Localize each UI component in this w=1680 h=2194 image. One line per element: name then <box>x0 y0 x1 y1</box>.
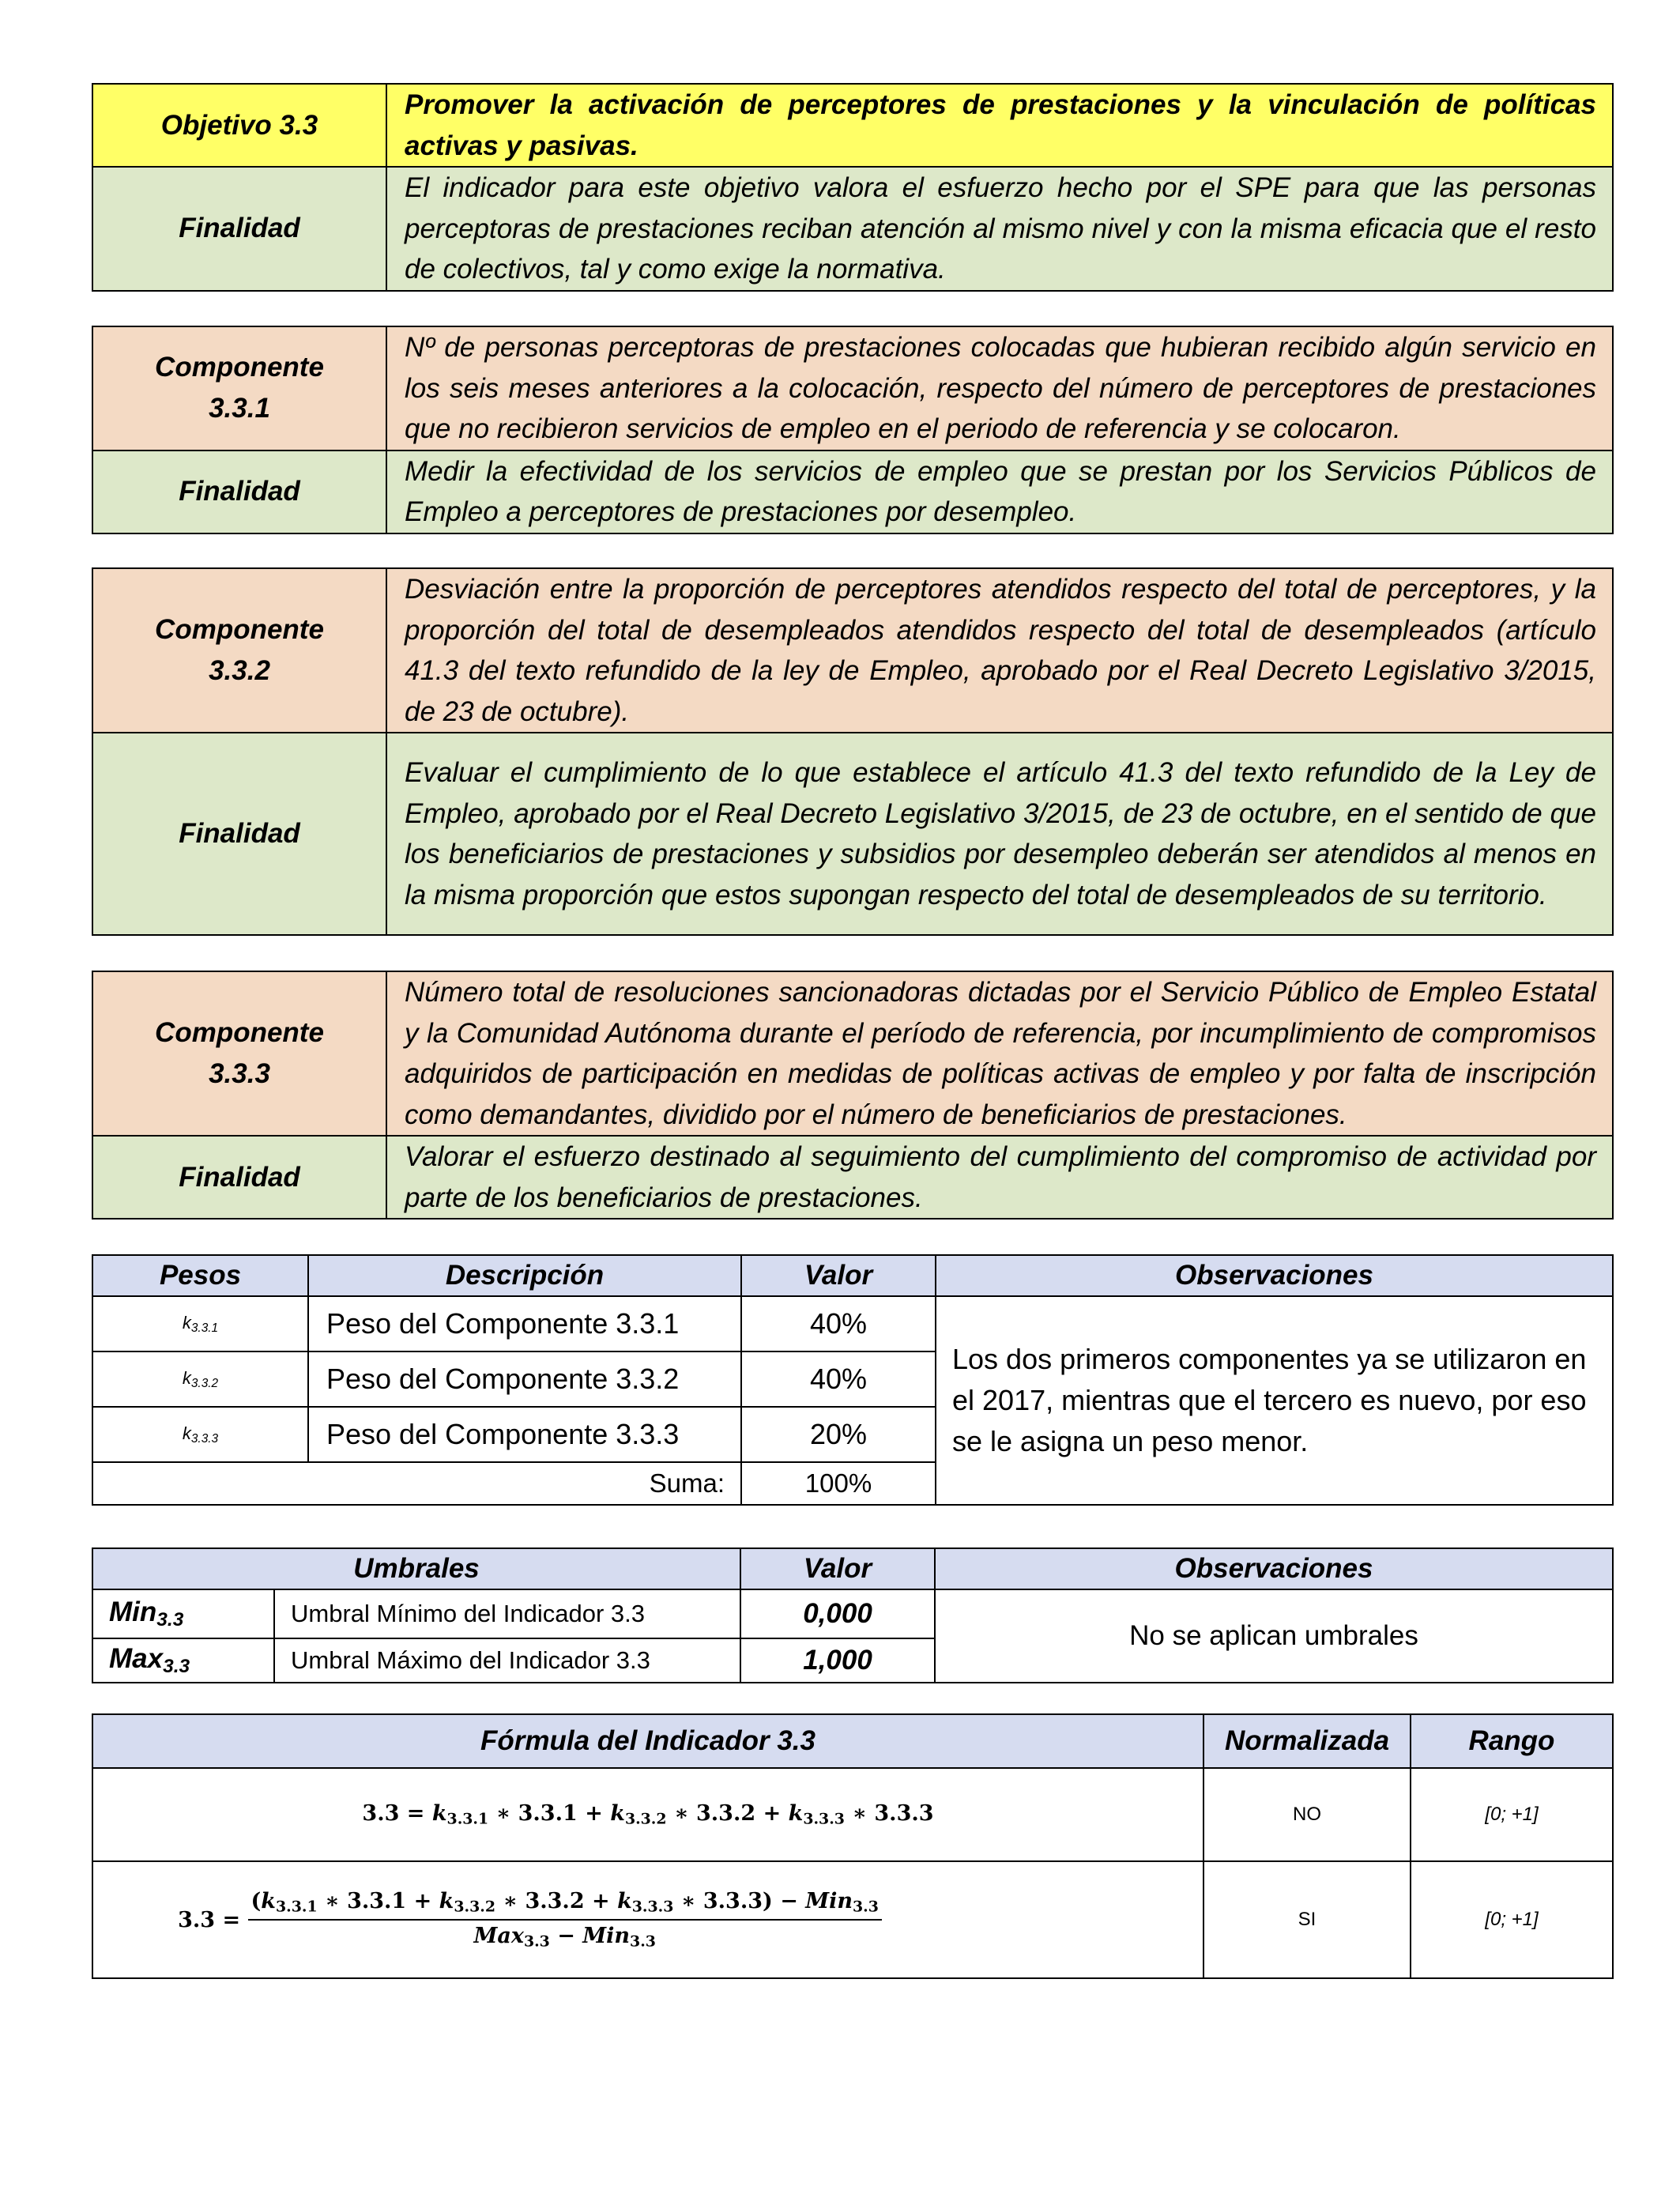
componente-finalidad-text: Medir la efectividad de los servicios de empleo que se prestan por los Servicios Públicos de Empleo a perceptores de prestaciones por desempleo. <box>386 450 1613 533</box>
formula-table <box>92 1713 1614 1979</box>
peso-descripcion: Peso del Componente 3.3.2 <box>308 1351 741 1407</box>
componente-label-line2: 3.3.3 <box>209 1058 270 1089</box>
componente-332-table <box>92 567 1614 936</box>
peso-symbol: $k_{3.3.2}$ <box>92 1351 308 1407</box>
objetivo-finalidad-text: El indicador para este objetivo valora el esfuerzo hecho por el SPE para que las personas perceptoras de prestaciones reciban atención al mismo nivel y con la misma eficacia que el resto de colectivos, tal y como exige la normativa. <box>386 167 1613 291</box>
formula-normalizada: SI <box>1203 1861 1411 1978</box>
componente-finalidad-text: Evaluar el cumplimiento de lo que establece el artículo 41.3 del texto refundido de la Ley de Empleo, aprobado por el Real Decreto Legislativo 3/2015, de 23 de octubre, en el sentido de que los beneficiarios de prestaciones y subsidios por desempleo deberán ser atendidos al menos en la misma proporción que estos supongan respecto del total de desempleados de su territorio. <box>386 733 1613 935</box>
peso-valor: 40% <box>741 1351 936 1407</box>
peso-symbol: $k_{3.3.1}$ <box>92 1296 308 1351</box>
formula-normalized: 3.3 = ($k_{3.3.1}$ ∗ $3.3.1 + k_{3.3.2}$ ∗ $3.3.2 + k_{3.3.3}$ ∗ 3.3.3) − Min$_{3.3}$ Max$_{3.3}$ − Min$_{3.3}$ <box>92 1861 1203 1978</box>
formula-normalizada: NO <box>1203 1768 1411 1861</box>
peso-valor: 20% <box>741 1407 936 1462</box>
umbral-max-symbol: Max$_{3.3}$ <box>92 1638 274 1683</box>
umbral-min-valor: 0,000 <box>740 1589 935 1638</box>
peso-descripcion: Peso del Componente 3.3.1 <box>308 1296 741 1351</box>
table-row <box>92 1589 1613 1638</box>
componente-text: Nº de personas perceptoras de prestaciones colocadas que hubieran recibido algún servicio en los seis meses anteriores a la colocación, respecto del número de perceptores de prestaciones que no recibieron servicios de empleo en el periodo de referencia y se colocaron. <box>386 326 1613 450</box>
suma-label: Suma: <box>92 1462 741 1505</box>
umbral-min-symbol: Min$_{3.3}$ <box>92 1589 274 1638</box>
umbrales-header: Umbrales <box>92 1548 740 1589</box>
pesos-observaciones: Los dos primeros componentes ya se utilizaron en el 2017, mientras que el tercero es nuevo, por eso se le asigna un peso menor. <box>936 1296 1613 1505</box>
componente-label <box>92 326 386 450</box>
formula-rango: [0; +1] <box>1411 1861 1613 1978</box>
componente-text: Número total de resoluciones sancionadoras dictadas por el Servicio Público de Empleo Estatal y la Comunidad Autónoma durante el período de referencia, por incumplimiento de compromisos adquiridos de participación en medidas de políticas activas de empleo y por falta de inscripción como demandantes, dividido por el número de beneficiarios de prestaciones. <box>386 971 1613 1136</box>
objetivo-label: Objetivo 3.3 <box>92 84 386 167</box>
componente-label-line1: Componente <box>155 614 324 645</box>
descripcion-header: Descripción <box>308 1255 741 1296</box>
formula-rango: [0; +1] <box>1411 1768 1613 1861</box>
objetivo-table <box>92 83 1614 292</box>
table-row <box>92 1768 1613 1861</box>
componente-label-line2: 3.3.2 <box>209 655 270 686</box>
umbrales-observaciones: No se aplican umbrales <box>935 1589 1613 1683</box>
suma-valor: 100% <box>741 1462 936 1505</box>
componente-label <box>92 568 386 733</box>
objetivo-text: Promover la activación de perceptores de prestaciones y la vinculación de políticas activas y pasivas. <box>386 84 1613 167</box>
normalizada-header: Normalizada <box>1203 1714 1411 1768</box>
pesos-table <box>92 1254 1614 1506</box>
componente-finalidad-text: Valorar el esfuerzo destinado al seguimiento del cumplimiento del compromiso de actividad por parte de los beneficiarios de prestaciones. <box>386 1136 1613 1219</box>
umbral-min-descripcion: Umbral Mínimo del Indicador 3.3 <box>274 1589 740 1638</box>
peso-valor: 40% <box>741 1296 936 1351</box>
componente-label-line2: 3.3.1 <box>209 393 270 424</box>
componente-331-table <box>92 326 1614 534</box>
umbrales-table <box>92 1547 1614 1683</box>
componente-finalidad-label: Finalidad <box>92 1136 386 1219</box>
componente-finalidad-label: Finalidad <box>92 450 386 533</box>
observaciones-header: Observaciones <box>936 1255 1613 1296</box>
componente-finalidad-label: Finalidad <box>92 733 386 935</box>
componente-label-line1: Componente <box>155 352 324 383</box>
componente-text: Desviación entre la proporción de perceptores atendidos respecto del total de perceptores, y la proporción del total de desempleados atendidos respecto del total de desempleados (artículo 41.3 del texto refundido de la ley de Empleo, aprobado por el Real Decreto Legislativo 3/2015, de 23 de octubre). <box>386 568 1613 733</box>
objetivo-finalidad-label: Finalidad <box>92 167 386 291</box>
peso-descripcion: Peso del Componente 3.3.3 <box>308 1407 741 1462</box>
valor-header: Valor <box>740 1548 935 1589</box>
rango-header: Rango <box>1411 1714 1613 1768</box>
formula-header: Fórmula del Indicador 3.3 <box>92 1714 1203 1768</box>
table-row <box>92 1296 1613 1351</box>
table-row <box>92 1861 1613 1978</box>
componente-333-table <box>92 971 1614 1220</box>
umbral-max-valor: 1,000 <box>740 1638 935 1683</box>
umbral-max-descripcion: Umbral Máximo del Indicador 3.3 <box>274 1638 740 1683</box>
peso-symbol: $k_{3.3.3}$ <box>92 1407 308 1462</box>
componente-label <box>92 971 386 1136</box>
componente-label-line1: Componente <box>155 1017 324 1048</box>
pesos-header: Pesos <box>92 1255 308 1296</box>
observaciones-header: Observaciones <box>935 1548 1613 1589</box>
formula-basic: $3.3 = k_{3.3.1}$ ∗ $3.3.1 + k_{3.3.2}$ ∗ $3.3.2 + k_{3.3.3}$ ∗ 3.3.3 <box>92 1768 1203 1861</box>
valor-header: Valor <box>741 1255 936 1296</box>
